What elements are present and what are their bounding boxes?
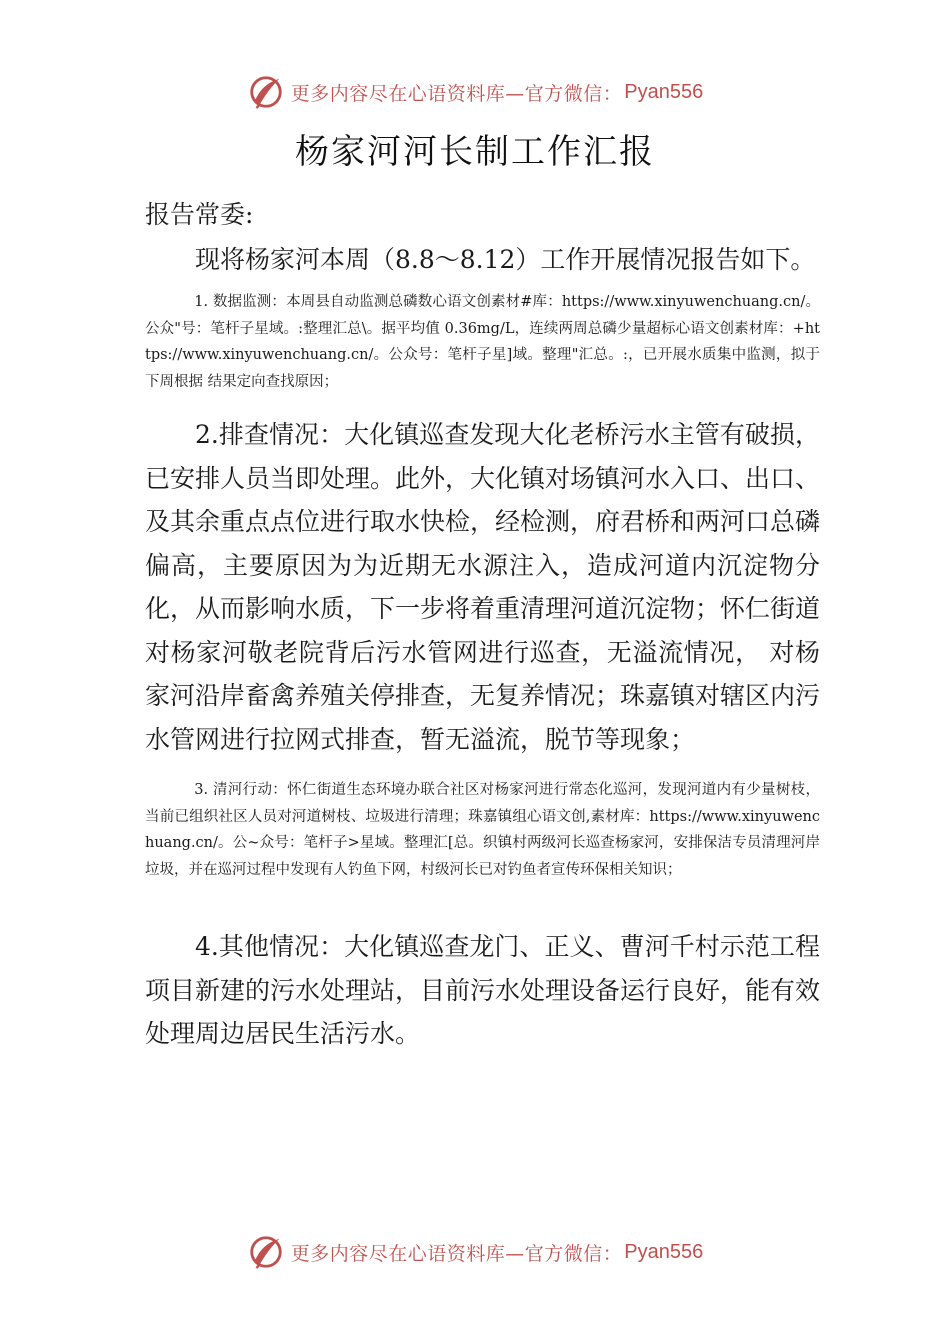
- document-body: [145, 193, 820, 237]
- header-watermark-banner: [0, 72, 950, 112]
- banner-text: 更多内容尽在心语资料库—官方微信：: [290, 82, 623, 105]
- item-3-block: [145, 777, 820, 883]
- item-4-other: 4.其他情况：大化镇巡查龙门、正义、曹河千村示范工程项目新建的污水处理站，目前污水处理设备运行良好，能有效处理周边居民生活污水。: [145, 932, 821, 1048]
- item-1-data-monitoring: 1. 数据监测：本周县自动监测总磷数心语文创素材#库：https://www.xinyuwenchuang.cn/。公众"号：笔杆子星域。:整理汇总\。据平均值 0.36mg/L，连续两周总磷少量超标心语文创素材库：+https://www.xinyuwenchuang.cn/。公众号：笔杆子星]域。整理"汇总。:，已开展水质集中监测，拟于下周根据 结果定向查找原因；: [145, 294, 820, 390]
- banner-text: 更多内容尽在心语资料库—官方微信：: [290, 1242, 623, 1265]
- banner-wechat-id: Pyan556: [624, 1240, 704, 1263]
- banner-wechat-id: Pyan556: [624, 80, 704, 103]
- item-3-river-cleanup: 3. 清河行动：怀仁街道生态环境办联合社区对杨家河进行常态化巡河，发现河道内有少量树枝，当前已组织社区人员对河道树枝、垃圾进行清理；珠嘉镇组心语文创,素材库：https://www.xinyuwenchuang.cn/。公~众号：笔杆子>星域。整理汇[总。织镇村两级河长巡查杨家河，安排保洁专员清理河岸垃圾，并在巡河过程中发现有人钓鱼下网，村级河长已对钓鱼者宣传环保相关知识；: [145, 782, 820, 878]
- item-2-inspection: 2.排查情况：大化镇巡查发现大化老桥污水主管有破损，已安排人员当即处理。此外，大化镇对场镇河水入口、出口、及其余重点点位进行取水快检，经检测，府君桥和两河口总磷偏高，主要原因为为近期无水源注入，造成河道内沉淀物分化，从而影响水质，下一步将着重清理河道沉淀物；怀仁街道对杨家河敬老院背后污水管网进行巡查，无溢流情况， 对杨家河沿岸畜禽养殖关停排查，无复养情况；珠嘉镇对辖区内污水管网进行拉网式排查，暂无溢流，脱节等现象；: [145, 420, 821, 754]
- brand-logo-icon: [247, 73, 285, 111]
- item-1-block: [145, 289, 820, 395]
- brand-logo-icon: [247, 1233, 285, 1271]
- salutation: 报告常委:: [145, 200, 254, 229]
- item-2-block: [145, 413, 820, 761]
- intro-block: [145, 238, 820, 282]
- document-title: 杨家河河长制工作汇报: [295, 132, 655, 172]
- footer-watermark-banner: [0, 1232, 950, 1272]
- intro-paragraph: 现将杨家河本周（8.8～8.12）工作开展情况报告如下。: [195, 245, 816, 274]
- item-4-block: [145, 925, 820, 1056]
